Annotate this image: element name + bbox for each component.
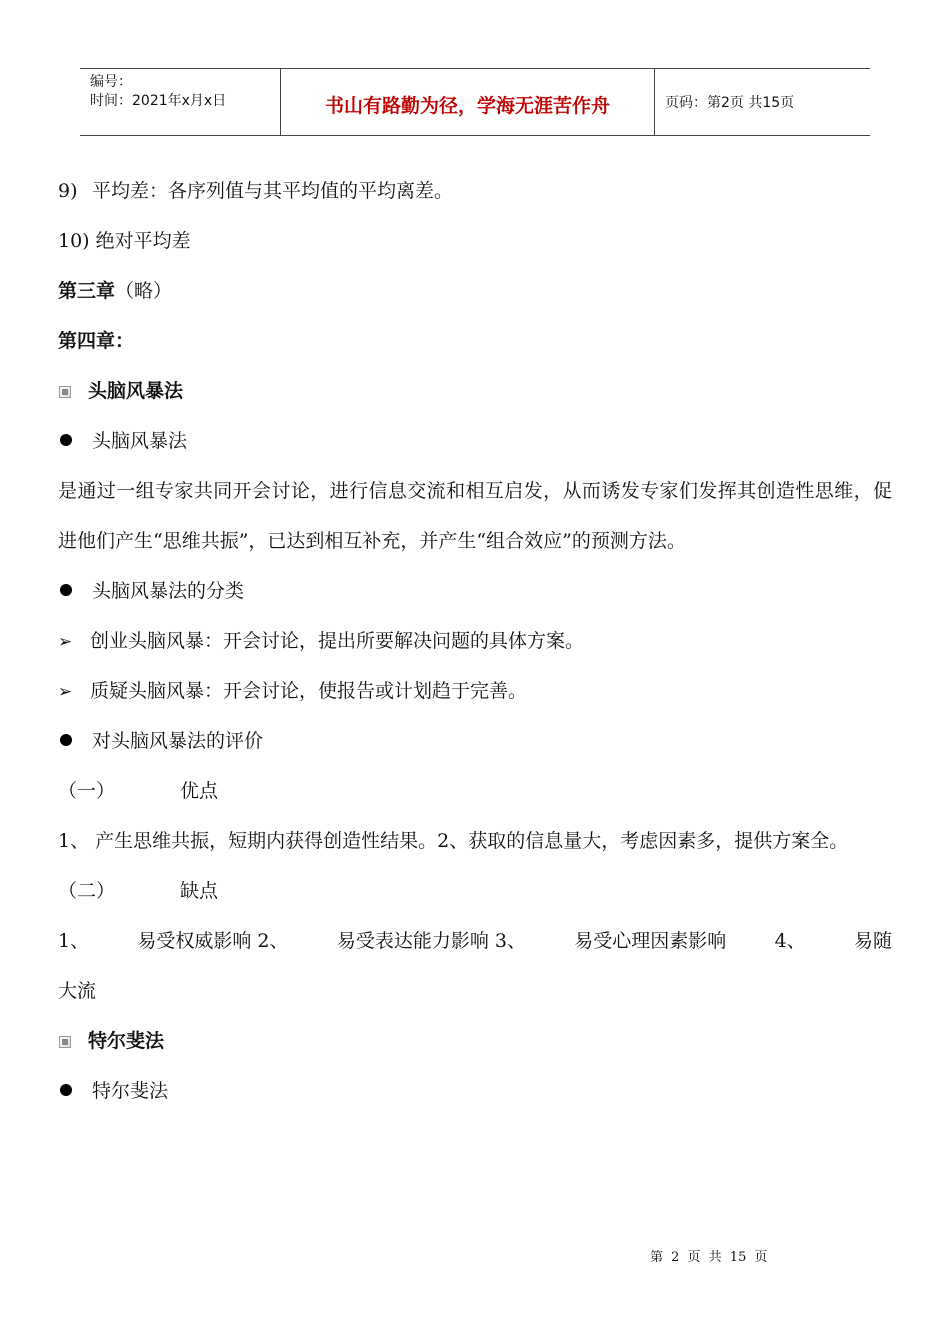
page-label: 页码：第2页 共15页 [665,95,795,111]
bullet-text: 头脑风暴法的分类 [92,580,245,602]
arrow-text: 创业头脑风暴：开会讨论，提出所要解决问题的具体方案。 [90,630,585,652]
disadvantage-3: 易受心理因素影响 [574,930,727,952]
paragraph-definition: 是通过一组专家共同开会讨论，进行信息交流和相互启发，从而诱发专家们发挥其创造性思维，促进他们产生“思维共振”，已达到相互补充，并产生“组合效应”的预测方法。 [58,480,892,552]
section-icon [58,386,72,398]
chapter-four-heading: 第四章： [58,330,135,352]
arrow-item-startup [58,616,892,666]
paragraph-disadvantages [58,916,892,966]
section-brainstorming [58,366,892,416]
subheading-disadvantages [58,866,892,916]
paragraph-advantages: 1、 产生思维共振，短期内获得创造性结果。2、获取的信息量大，考虑因素多，提供方案全。 [58,830,849,852]
chapter-note: （略） [115,280,173,302]
section-title: 特尔斐法 [88,1030,165,1052]
header-meta-cell [80,69,281,135]
time-label: 时间：2021年x月x日 [90,93,227,109]
line-average-deviation [58,166,892,216]
arrow-text: 质疑头脑风暴：开会讨论，使报告或计划趋于完善。 [90,680,528,702]
disadvantage-2: 易受表达能力影响 3、 [336,930,526,952]
bullet-icon [60,434,72,446]
paragraph-disadvantages-continued: 大流 [58,980,97,1002]
bullet-classification [58,566,892,616]
subheading-number: （一） [58,780,116,802]
subheading-text: 优点 [180,780,219,802]
document-body [58,166,892,1116]
bullet-text: 对头脑风暴法的评价 [92,730,264,752]
subheading-number: （二） [58,880,116,902]
arrow-icon: ➢ [58,632,73,652]
bullet-icon [60,734,72,746]
section-icon [58,1036,72,1048]
disadvantage-1-number: 1、 [58,930,90,952]
bullet-text: 头脑风暴法 [92,430,188,452]
section-delphi [58,1016,892,1066]
bullet-text: 特尔斐法 [92,1080,169,1102]
page-footer: 第 2 页 共 15 页 [650,1250,768,1265]
item-number: 9) [58,180,78,202]
number-label: 编号： [90,74,132,90]
chapter-three-heading [58,266,892,316]
disadvantage-4: 易随 [853,930,892,952]
arrow-icon: ➢ [58,682,73,702]
bullet-brainstorming [58,416,892,466]
disadvantage-4-number: 4、 [774,930,806,952]
arrow-item-questioning [58,666,892,716]
bullet-delphi [58,1066,892,1116]
bullet-icon [60,1084,72,1096]
section-title: 头脑风暴法 [88,380,184,402]
item-text: 平均差：各序列值与其平均值的平均离差。 [92,180,454,202]
subheading-text: 缺点 [180,880,219,902]
header-table [80,68,870,136]
chapter-title: 第三章 [58,280,116,302]
motto: 书山有路勤为径，学海无涯苦作舟 [281,69,655,135]
line-absolute-average: 10) 绝对平均差 [58,230,191,252]
bullet-icon [60,584,72,596]
subheading-advantages [58,766,892,816]
bullet-evaluation [58,716,892,766]
disadvantage-1: 易受权威影响 2、 [137,930,289,952]
